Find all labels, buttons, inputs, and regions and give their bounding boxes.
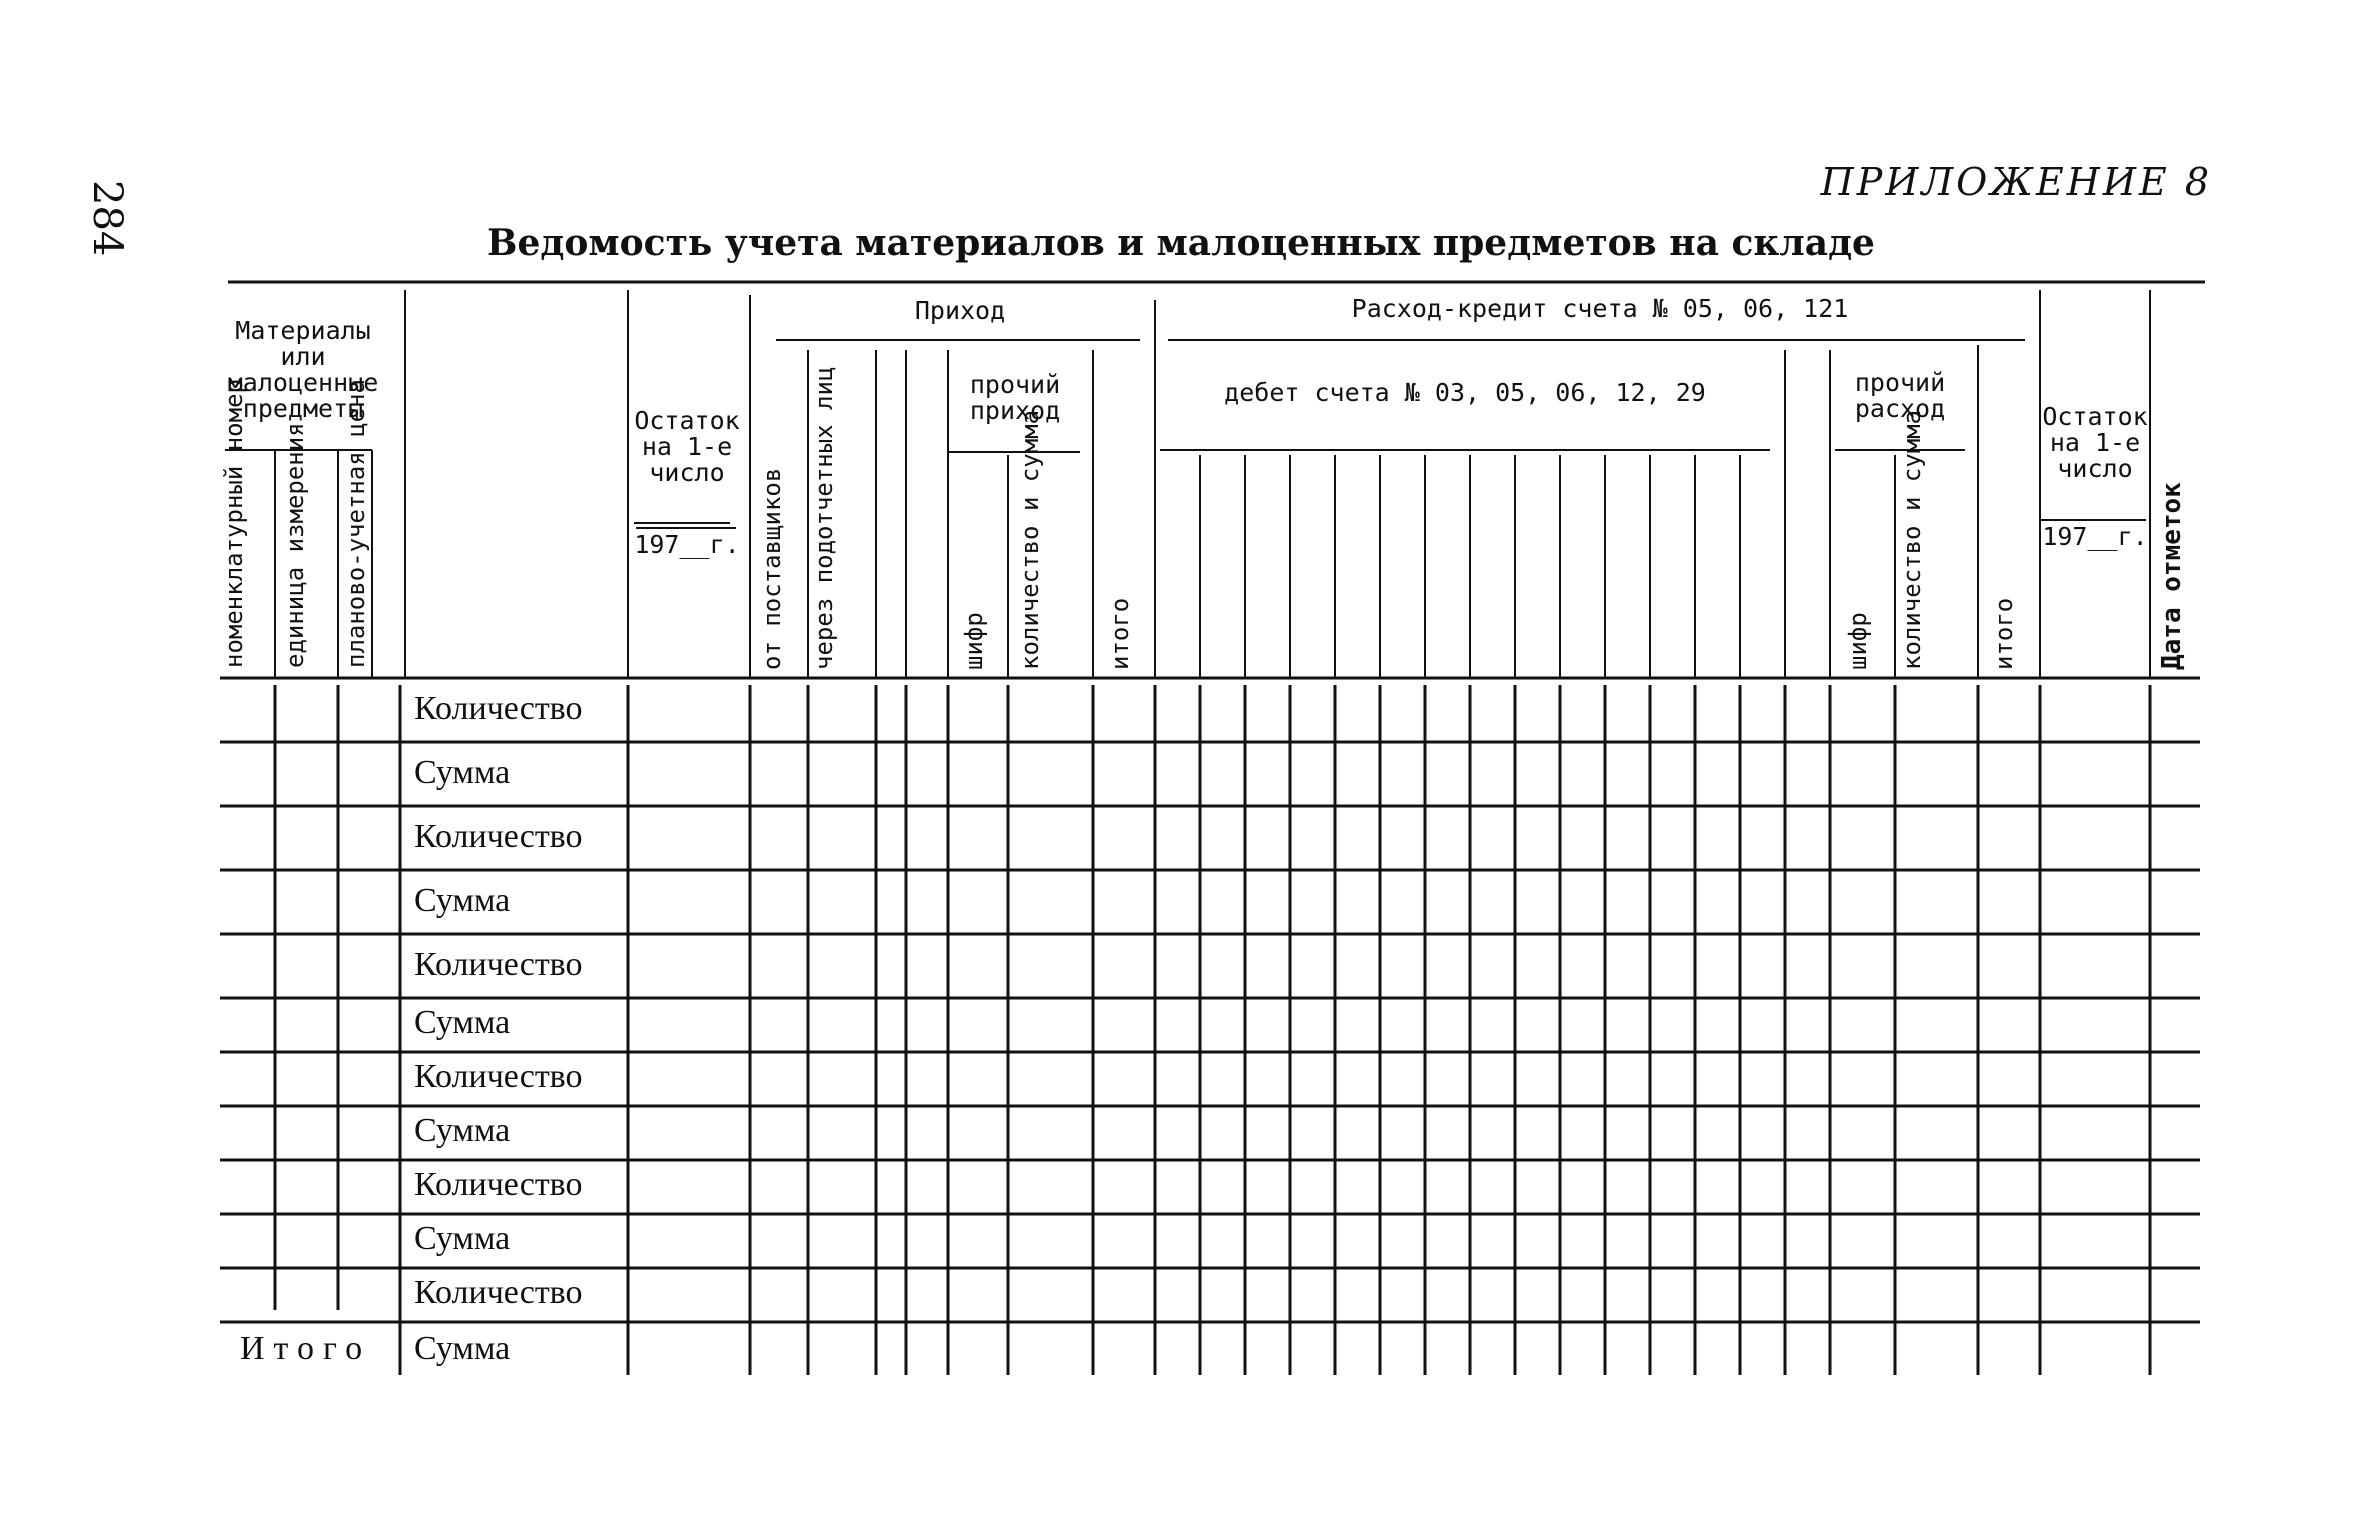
header-income-qty-sum: количество и сумма: [1016, 409, 1044, 670]
header-planned-price: планово-учетная цена: [342, 379, 370, 668]
row-label: Сумма: [414, 1004, 511, 1041]
page-title: Ведомость учета материалов и малоценных предметов на складе: [487, 222, 1875, 264]
header-balance-start-year: 197__г.: [634, 530, 740, 559]
header-from-suppliers: от поставщиков: [758, 467, 786, 670]
header-materials-group: Материалы или малоценные предметы: [227, 316, 379, 423]
header-other-income: прочий приход: [969, 370, 1061, 425]
total-row-label: Итого: [240, 1330, 372, 1367]
row-label: Сумма: [414, 882, 511, 919]
header-balance-start: Остаток на 1-е число: [634, 406, 740, 487]
row-label: Сумма: [414, 754, 511, 791]
row-label: Сумма: [414, 1112, 511, 1149]
header-marks-date: Дата отметок: [2157, 482, 2187, 670]
row-label: Количество: [414, 946, 583, 983]
header-expense-qty-sum: количество и сумма: [1898, 409, 1926, 670]
header-debit-accounts: дебет счета № 03, 05, 06, 12, 29: [1224, 378, 1706, 407]
header-expense-total: итого: [1990, 597, 2018, 670]
header-expense-code: шифр: [1844, 612, 1872, 670]
header-balance-end: Остаток на 1-е число: [2042, 402, 2148, 483]
header-expense-group: Расход-кредит счета № 05, 06, 121: [1351, 294, 1849, 323]
header-income-group: Приход: [914, 296, 1006, 325]
header-unit-of-measure: единица измерения: [281, 422, 309, 668]
row-label: Сумма: [414, 1220, 511, 1257]
header-balance-end-year: 197__г.: [2042, 522, 2148, 551]
row-label: Количество: [414, 690, 583, 727]
total-row-value-label: Сумма: [414, 1330, 511, 1367]
header-via-accountable: через подотчетных лиц: [810, 366, 838, 670]
appendix-label: ПРИЛОЖЕНИЕ 8: [1820, 160, 2212, 204]
header-nomenclature-number: номенклатурный номер: [220, 379, 248, 668]
row-label: Количество: [414, 1058, 583, 1095]
row-label: Количество: [414, 1166, 583, 1203]
header-other-expense: прочий расход: [1854, 368, 1946, 423]
page-number: 284: [84, 180, 130, 257]
header-income-total: итого: [1106, 597, 1134, 670]
header-income-code: шифр: [960, 612, 988, 670]
row-label: Количество: [414, 818, 583, 855]
row-label: Количество: [414, 1274, 583, 1311]
